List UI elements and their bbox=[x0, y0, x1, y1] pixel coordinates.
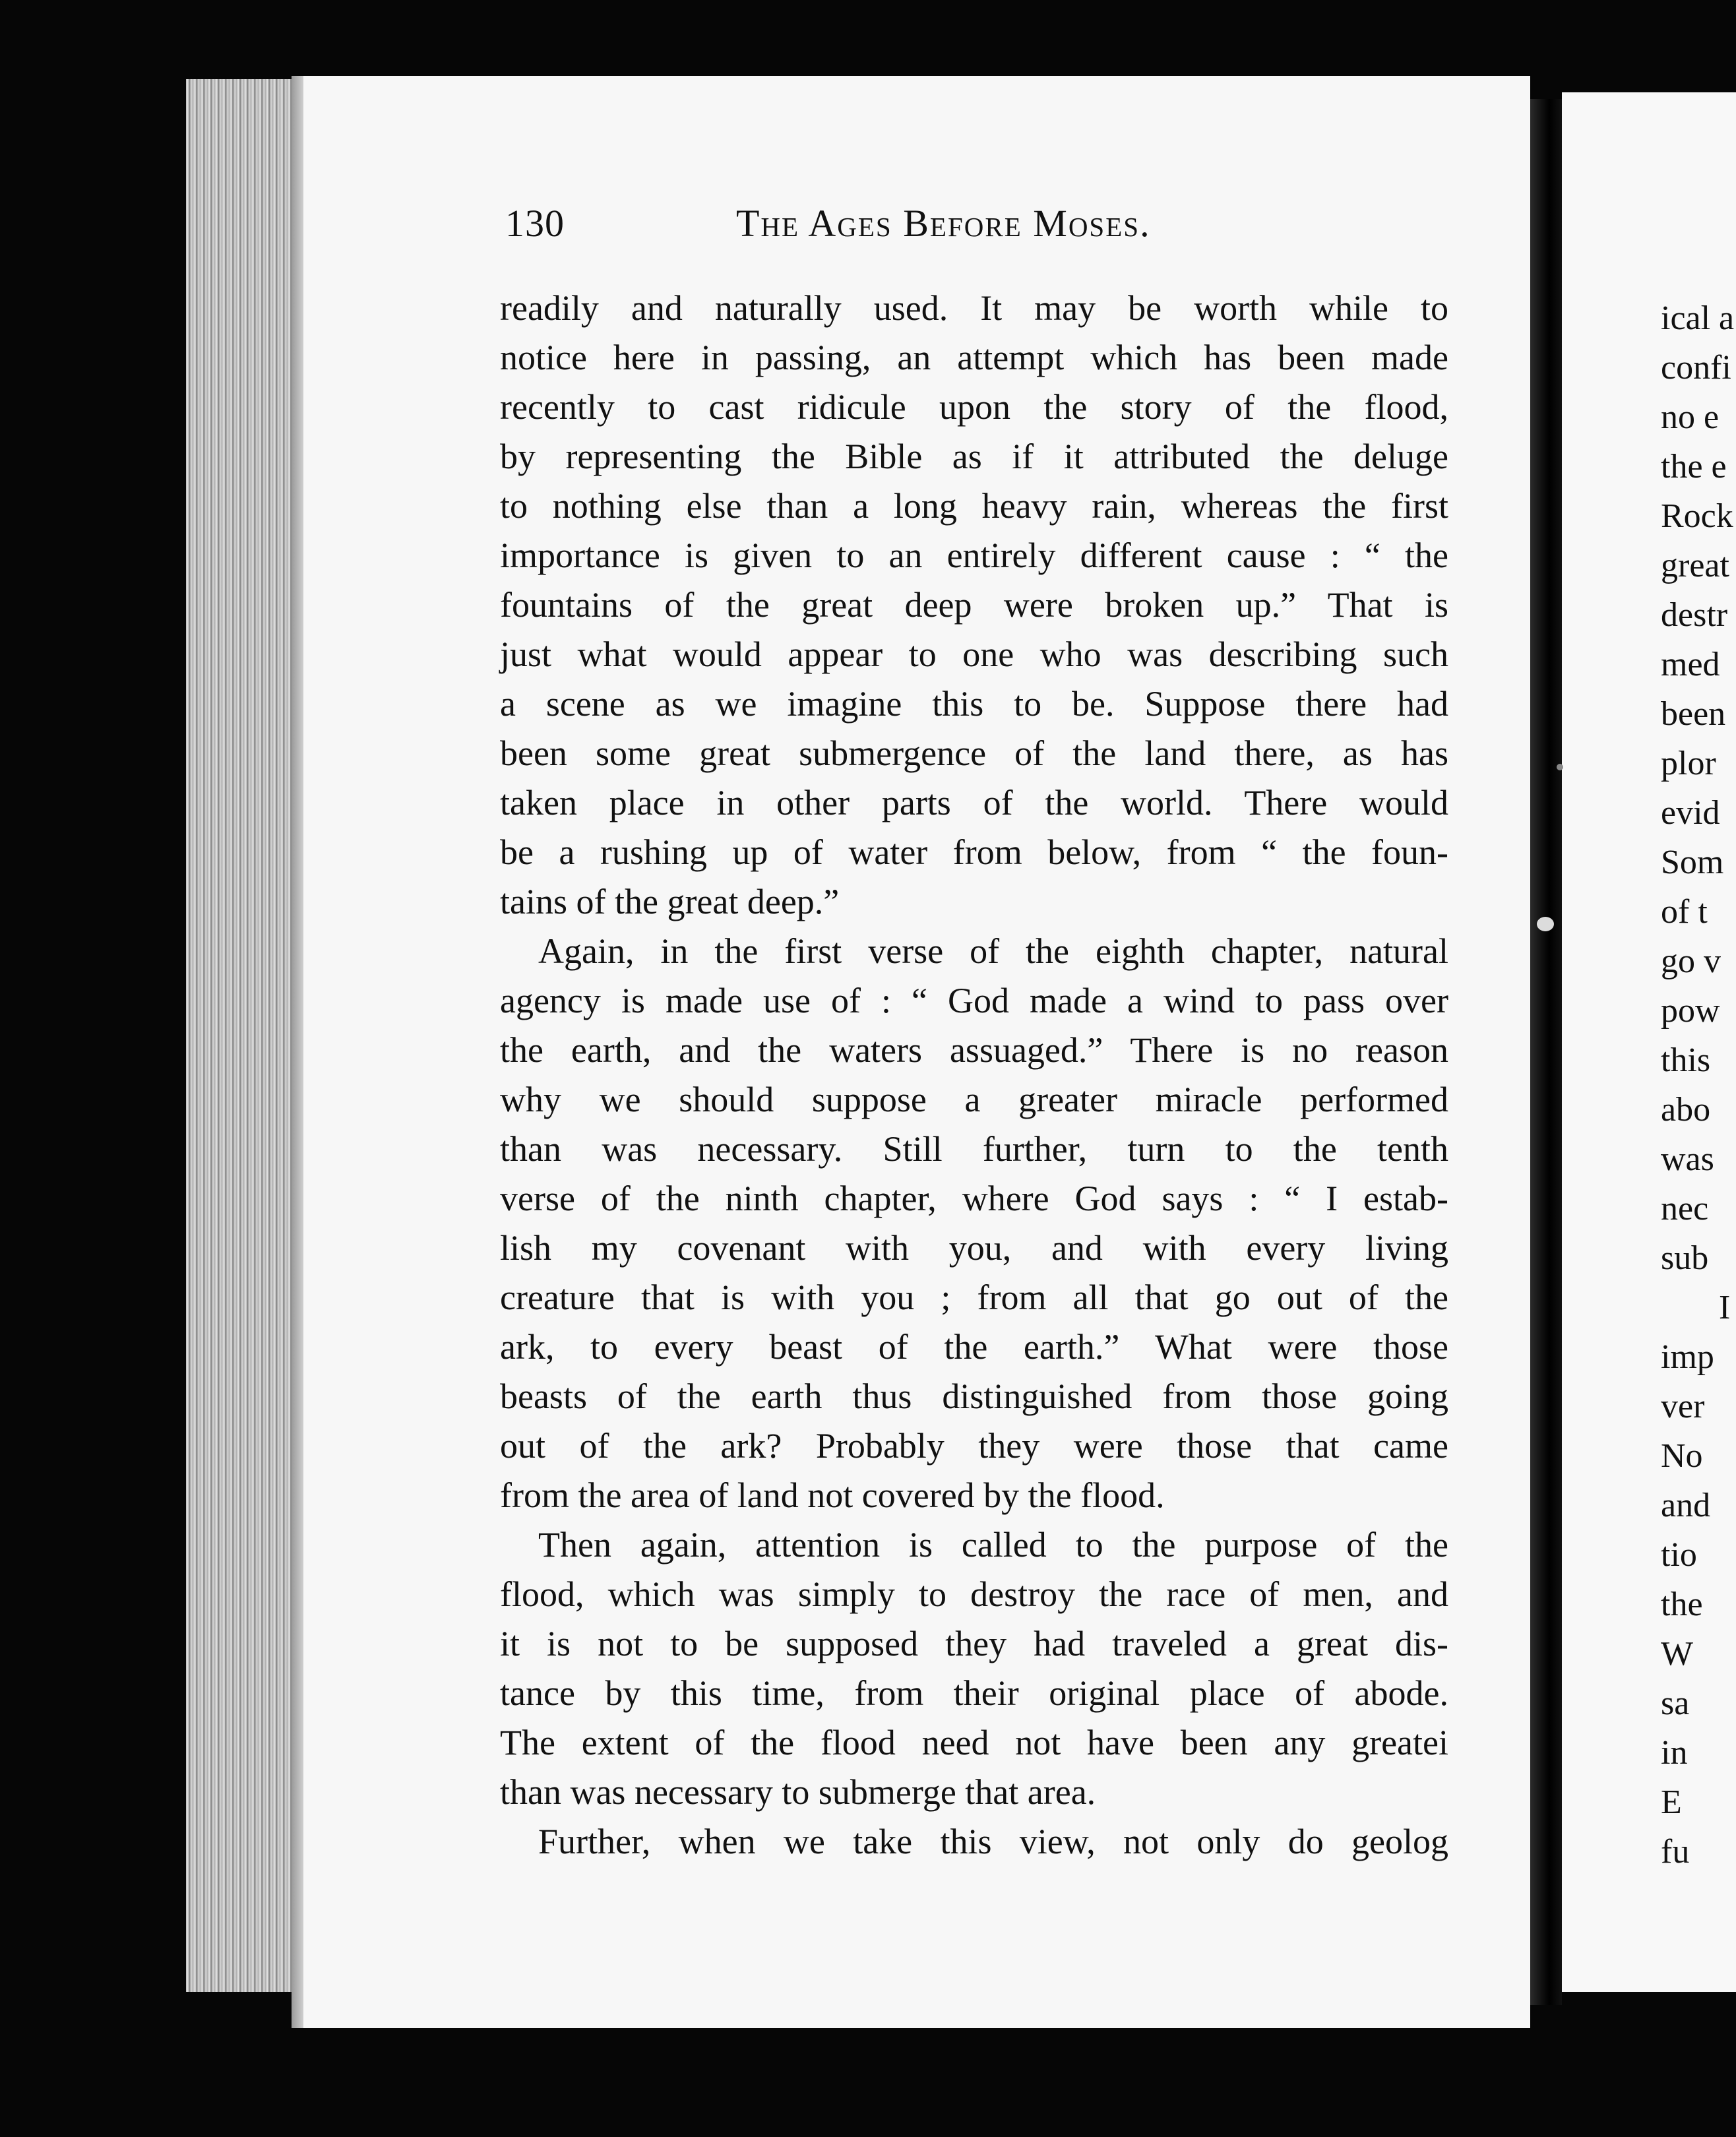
facing-page-line: Rock bbox=[1661, 497, 1733, 535]
facing-page-line: fu bbox=[1661, 1833, 1690, 1871]
facing-page-line: go v bbox=[1661, 943, 1721, 980]
facing-page-line: destr bbox=[1661, 596, 1728, 634]
facing-page-line: no e bbox=[1661, 398, 1720, 436]
facing-page-line: plor bbox=[1661, 745, 1716, 782]
text-line: by representing the Bible as if it attributed the deluge bbox=[500, 437, 1448, 476]
running-head bbox=[505, 201, 1237, 254]
facing-page-line: I bbox=[1719, 1289, 1731, 1326]
text-line: readily and naturally used. It may be worth while to bbox=[500, 288, 1448, 328]
book-gutter bbox=[1530, 99, 1562, 2005]
facing-page-line: and bbox=[1661, 1487, 1711, 1524]
facing-page-line: No bbox=[1661, 1437, 1703, 1475]
dust-speck bbox=[1557, 764, 1563, 770]
text-line: flood, which was simply to destroy the race of men, and bbox=[500, 1574, 1448, 1614]
facing-page-line: nec bbox=[1661, 1190, 1709, 1227]
facing-page-line: sub bbox=[1661, 1239, 1709, 1277]
text-line: fountains of the great deep were broken up.” That is bbox=[500, 585, 1448, 625]
body-text bbox=[500, 284, 1448, 1867]
facing-page-line: great bbox=[1661, 547, 1729, 584]
text-line: recently to cast ridicule upon the story of the flood, bbox=[500, 387, 1448, 427]
text-line: Again, in the first verse of the eighth chapter, natural bbox=[538, 931, 1448, 971]
text-line: tance by this time, from their original place of abode. bbox=[500, 1673, 1448, 1713]
text-line: verse of the ninth chapter, where God says : “ I estab- bbox=[500, 1179, 1448, 1218]
text-line: it is not to be supposed they had traveled a great dis- bbox=[500, 1624, 1448, 1663]
facing-page-line: confi bbox=[1661, 349, 1731, 387]
facing-page-text bbox=[1661, 294, 1736, 1876]
text-line: out of the ark? Probably they were those that came bbox=[500, 1426, 1448, 1466]
text-line: why we should suppose a greater miracle performed bbox=[500, 1080, 1448, 1119]
text-line: ark, to every beast of the earth.” What were those bbox=[500, 1327, 1448, 1367]
facing-page-line: was bbox=[1661, 1140, 1714, 1178]
facing-page-line: the bbox=[1661, 1586, 1703, 1623]
text-line: the earth, and the waters assuaged.” There is no reason bbox=[500, 1030, 1448, 1070]
running-title: The Ages Before Moses. bbox=[736, 202, 1151, 245]
text-line: Further, when we take this view, not only do geolog bbox=[538, 1822, 1448, 1861]
facing-page-line: E bbox=[1661, 1783, 1682, 1821]
page-number: 130 bbox=[505, 202, 565, 245]
text-line: a scene as we imagine this to be. Suppose there had bbox=[500, 684, 1448, 724]
facing-page-line: ver bbox=[1661, 1388, 1705, 1425]
text-line: lish my covenant with you, and with every living bbox=[500, 1228, 1448, 1268]
text-line: agency is made use of : “ God made a wind to pass over bbox=[500, 981, 1448, 1020]
facing-page-line: of t bbox=[1661, 893, 1708, 931]
facing-page-line: this bbox=[1661, 1041, 1711, 1079]
text-line: taken place in other parts of the world. There would bbox=[500, 783, 1448, 822]
text-line: beasts of the earth thus distinguished from those going bbox=[500, 1377, 1448, 1416]
text-line: Then again, attention is called to the purpose of the bbox=[538, 1525, 1448, 1564]
facing-page-line: W bbox=[1661, 1635, 1694, 1673]
text-line: be a rushing up of water from below, from “ the foun- bbox=[500, 832, 1448, 872]
page-edges bbox=[186, 79, 292, 1992]
facing-page-line: ical a bbox=[1661, 299, 1735, 337]
facing-page-line: sa bbox=[1661, 1685, 1690, 1722]
text-line: importance is given to an entirely different cause : “ the bbox=[500, 536, 1448, 575]
dust-speck bbox=[1537, 917, 1554, 931]
facing-page-line: evid bbox=[1661, 794, 1720, 832]
text-line: to nothing else than a long heavy rain, whereas the first bbox=[500, 486, 1448, 526]
text-line: been some great submergence of the land there, as has bbox=[500, 733, 1448, 773]
text-line: notice here in passing, an attempt which has been made bbox=[500, 338, 1448, 377]
facing-page-line: Som bbox=[1661, 844, 1724, 881]
facing-page-line: tio bbox=[1661, 1536, 1697, 1574]
text-line: just what would appear to one who was describing such bbox=[500, 635, 1448, 674]
text-line: from the area of land not covered by the flood. bbox=[500, 1475, 1165, 1515]
text-line: than was necessary. Still further, turn to the tenth bbox=[500, 1129, 1448, 1169]
facing-page-line: in bbox=[1661, 1734, 1688, 1772]
facing-page-line: imp bbox=[1661, 1338, 1714, 1376]
facing-page-line: med bbox=[1661, 646, 1720, 683]
text-line: The extent of the flood need not have been any greatei bbox=[500, 1723, 1448, 1762]
facing-page-line: pow bbox=[1661, 992, 1720, 1030]
facing-page-line: been bbox=[1661, 695, 1726, 733]
facing-page-line: the e bbox=[1661, 448, 1727, 485]
text-line: tains of the great deep.” bbox=[500, 882, 840, 921]
facing-page-line: abo bbox=[1661, 1091, 1711, 1129]
text-line: than was necessary to submerge that area. bbox=[500, 1772, 1096, 1812]
text-line: creature that is with you ; from all that go out of the bbox=[500, 1278, 1448, 1317]
